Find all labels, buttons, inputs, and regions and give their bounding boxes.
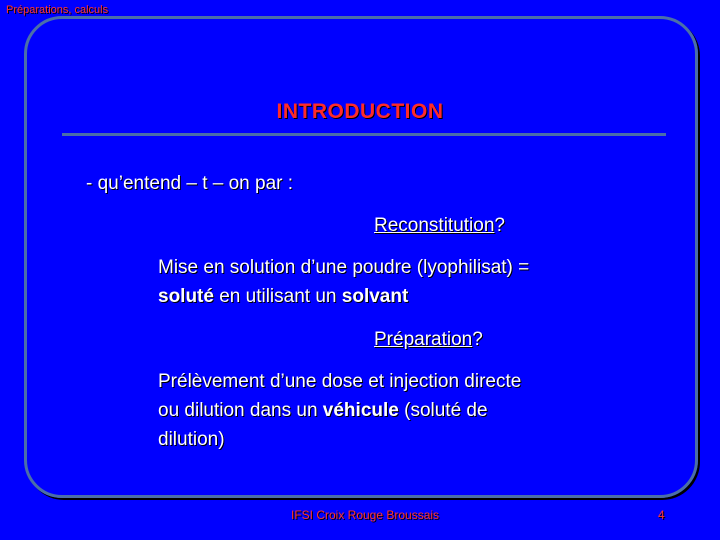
term-vehicule: véhicule <box>322 400 399 421</box>
term-solvant: solvant <box>341 286 409 307</box>
question-reconstitution <box>374 212 505 240</box>
definition-1-line-1: Mise en solution d’une poudre (lyophilisat) = <box>158 257 530 278</box>
intro-line: - qu’entend – t – on par : <box>86 173 294 194</box>
term-reconstitution: Reconstitution <box>374 215 495 236</box>
definition-2-text-end: (soluté de <box>398 400 488 421</box>
definition-1-line-2 <box>158 283 408 311</box>
definition-2-line-3: dilution) <box>158 429 225 450</box>
page-number: 4 <box>658 508 665 522</box>
header-label: Préparations, calculs <box>6 4 109 16</box>
term-preparation: Préparation <box>374 329 473 350</box>
question-mark: ? <box>494 215 505 236</box>
question-mark: ? <box>472 329 483 350</box>
title-divider <box>62 133 666 136</box>
term-solute: soluté <box>158 286 214 307</box>
slide-title: INTRODUCTION <box>276 100 444 123</box>
definition-2-text-start: ou dilution dans un <box>158 400 323 421</box>
footer-institution: IFSI Croix Rouge Broussais <box>291 508 440 522</box>
definition-2-line-2 <box>158 397 488 425</box>
question-preparation <box>374 326 483 354</box>
definition-2-line-1: Prélèvement d’une dose et injection directe <box>158 371 522 392</box>
definition-1-text: en utilisant un <box>213 286 342 307</box>
